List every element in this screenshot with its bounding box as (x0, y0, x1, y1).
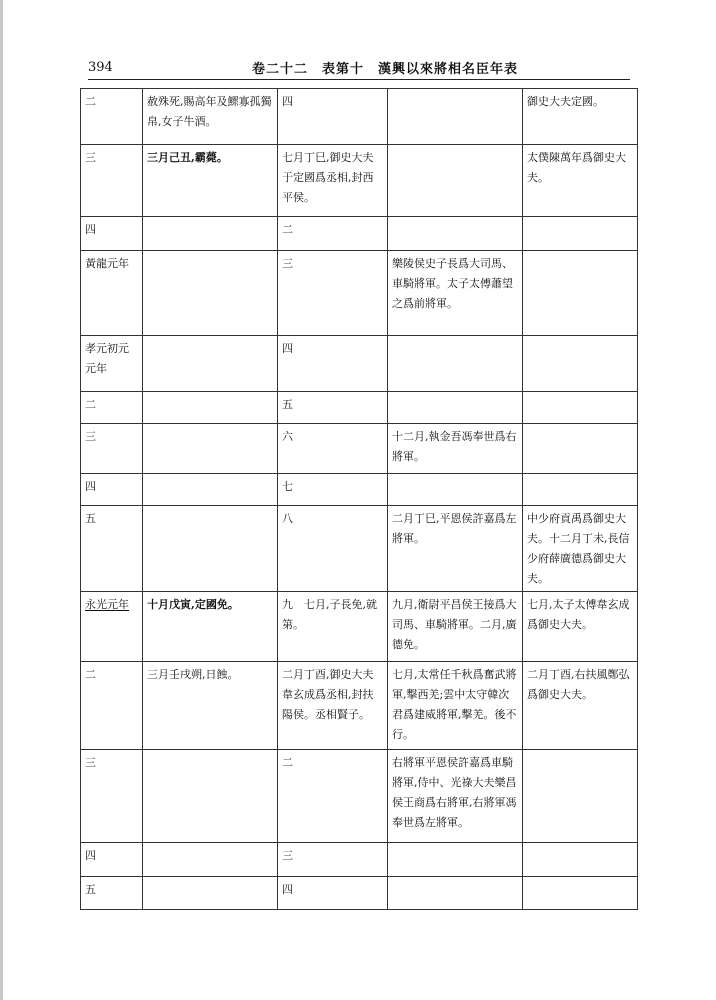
table-row (81, 336, 638, 392)
table-row (81, 251, 638, 336)
events-cell (143, 217, 278, 251)
table-row (81, 506, 638, 592)
chancellor-cell: 三 (278, 843, 388, 877)
events-cell: 三月壬戌朔,日蝕。 (143, 662, 278, 750)
general-cell (388, 217, 523, 251)
events-cell: 十月戊寅,定國免。 (143, 592, 278, 662)
year-cell: 二 (81, 89, 143, 145)
chancellor-cell: 二月丁酉,御史大夫韋玄成爲丞相,封扶陽侯。丞相賢子。 (278, 662, 388, 750)
table-row (81, 424, 638, 474)
table-row (81, 89, 638, 145)
chancellor-cell: 四 (278, 336, 388, 392)
censor-cell (523, 392, 638, 424)
year-cell: 四 (81, 217, 143, 251)
table-row (81, 877, 638, 910)
year-cell: 黃龍元年 (81, 251, 143, 336)
table-row (81, 392, 638, 424)
page-header (88, 50, 630, 76)
general-cell: 右將軍平恩侯許嘉爲車騎將軍,侍中、光祿大夫樂昌侯王商爲右將軍,右將軍馮奉世爲左將軍。 (388, 750, 523, 843)
table-row (81, 592, 638, 662)
chancellor-cell: 九 七月,子長免,就第。 (278, 592, 388, 662)
censor-cell: 七月,太子太傅韋玄成爲御史大夫。 (523, 592, 638, 662)
header-rule (88, 79, 630, 80)
general-cell (388, 392, 523, 424)
year-cell: 二 (81, 392, 143, 424)
events-cell (143, 336, 278, 392)
censor-cell (523, 336, 638, 392)
general-cell: 二月丁巳,平恩侯許嘉爲左將軍。 (388, 506, 523, 592)
general-cell (388, 145, 523, 217)
general-cell: 樂陵侯史子長爲大司馬、車騎將軍。太子太傅蕭望之爲前將軍。 (388, 251, 523, 336)
table-row (81, 474, 638, 506)
events-cell (143, 392, 278, 424)
table-row (81, 145, 638, 217)
events-cell: 赦殊死,賜高年及鰥寡孤獨帛,女子牛酒。 (143, 89, 278, 145)
table-row (81, 662, 638, 750)
censor-cell: 二月丁酉,右扶風鄭弘爲御史大夫。 (523, 662, 638, 750)
year-cell: 四 (81, 474, 143, 506)
events-cell (143, 474, 278, 506)
year-cell: 三 (81, 145, 143, 217)
chancellor-cell: 四 (278, 877, 388, 910)
running-title: 卷二十二 表第十 漢興以來將相名臣年表 (252, 62, 519, 77)
chancellor-cell: 四 (278, 89, 388, 145)
events-cell (143, 506, 278, 592)
year-cell: 二 (81, 662, 143, 750)
general-cell: 十二月,執金吾馮奉世爲右將軍。 (388, 424, 523, 474)
censor-cell: 中少府貢禹爲御史大夫。十二月丁未,長信少府薛廣德爲御史大夫。 (523, 506, 638, 592)
general-cell: 九月,衛尉平昌侯王接爲大司馬、車騎將軍。二月,廣德免。 (388, 592, 523, 662)
censor-cell (523, 877, 638, 910)
censor-cell (523, 843, 638, 877)
general-cell: 七月,太常任千秋爲奮武將軍,擊西羌;雲中太守韓次君爲建威將軍,擊羌。後不行。 (388, 662, 523, 750)
events-cell (143, 843, 278, 877)
year-cell: 永光元年 (81, 592, 143, 662)
events-cell (143, 877, 278, 910)
general-cell (388, 89, 523, 145)
chancellor-cell: 五 (278, 392, 388, 424)
year-cell: 孝元初元元年 (81, 336, 143, 392)
page-number: 394 (88, 60, 113, 75)
events-cell (143, 750, 278, 843)
censor-cell: 太僕陳萬年爲御史大夫。 (523, 145, 638, 217)
year-cell: 四 (81, 843, 143, 877)
censor-cell (523, 217, 638, 251)
general-cell (388, 474, 523, 506)
chancellor-cell: 七月丁巳,御史大夫于定國爲丞相,封西平侯。 (278, 145, 388, 217)
year-cell: 五 (81, 877, 143, 910)
year-cell: 三 (81, 424, 143, 474)
chancellor-cell: 二 (278, 217, 388, 251)
year-cell: 五 (81, 506, 143, 592)
table-row (81, 843, 638, 877)
censor-cell (523, 424, 638, 474)
censor-cell (523, 474, 638, 506)
page-edge-shadow (0, 0, 3, 1000)
table-row (81, 750, 638, 843)
events-cell (143, 424, 278, 474)
general-cell (388, 843, 523, 877)
events-cell (143, 251, 278, 336)
censor-cell (523, 251, 638, 336)
year-cell: 三 (81, 750, 143, 843)
general-cell (388, 877, 523, 910)
censor-cell: 御史大夫定國。 (523, 89, 638, 145)
chancellor-cell: 七 (278, 474, 388, 506)
chronology-table (80, 88, 638, 910)
chancellor-cell: 六 (278, 424, 388, 474)
censor-cell (523, 750, 638, 843)
chancellor-cell: 八 (278, 506, 388, 592)
events-cell: 三月己丑,霸薨。 (143, 145, 278, 217)
chancellor-cell: 二 (278, 750, 388, 843)
chancellor-cell: 三 (278, 251, 388, 336)
table-row (81, 217, 638, 251)
general-cell (388, 336, 523, 392)
